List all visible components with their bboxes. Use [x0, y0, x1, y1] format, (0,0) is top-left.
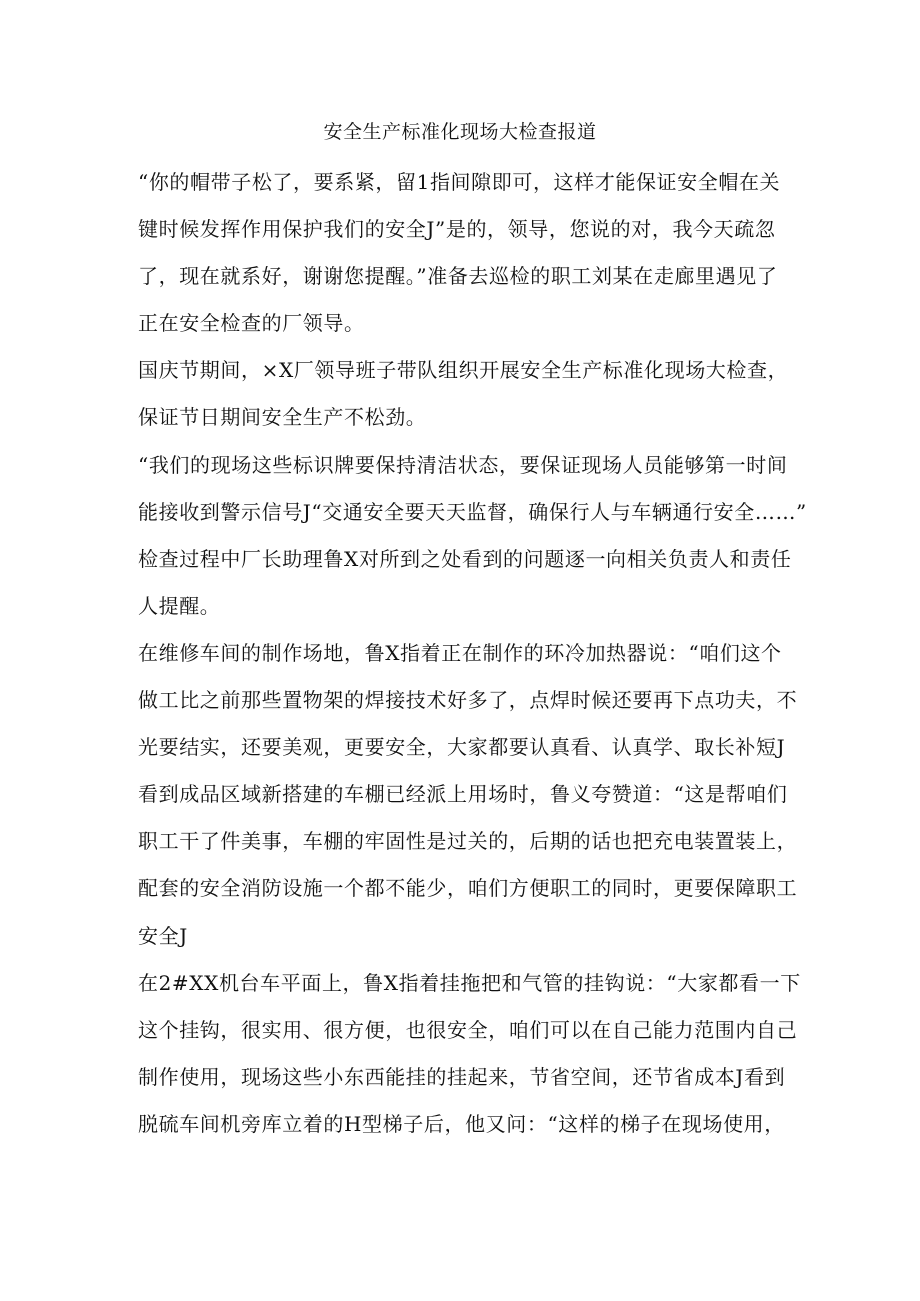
text-line: 制作使用，现场这些小东西能挂的挂起来，节省空间，还节省成本J看到: [138, 1064, 786, 1089]
text-line: 正在安全检查的厂领导。: [138, 311, 365, 336]
text-line: 人提醒。: [138, 593, 221, 618]
document-title: 安全生产标准化现场大检查报道: [323, 121, 597, 143]
text-line: 配套的安全消防设施一个都不能少，咱们方便职工的同时，更要保障职工: [138, 876, 798, 901]
text-line: 脱硫车间机旁库立着的H型梯子后，他又问：“这样的梯子在现场使用，: [138, 1111, 785, 1136]
text-line: 国庆节期间，×X厂领导班子带队组织开展安全生产标准化现场大检查，: [138, 358, 789, 383]
text-line: 这个挂钩，很实用、很方便，也很安全，咱们可以在自己能力范围内自己: [138, 1017, 798, 1042]
text-line: 了，现在就系好，谢谢您提醒。”准备去巡检的职工刘某在走廊里遇见了: [138, 264, 778, 289]
text-line: 职工干了件美事，车棚的牢固性是过关的，后期的话也把充电装置装上，: [138, 829, 798, 854]
text-line: 键时候发挥作用保护我们的安全J”是的，领导，您说的对，我今天疏忽: [138, 217, 776, 242]
text-line: 安全J: [138, 923, 188, 948]
text-line: 检查过程中厂长助理鲁X对所到之处看到的问题逐一向相关负责人和责任: [138, 546, 792, 571]
document-body: [138, 162, 807, 1151]
text-line: 光要结实，还要美观，更要安全，大家都要认真看、认真学、取长补短J: [138, 735, 786, 760]
text-line: 在维修车间的制作场地，鲁X指着正在制作的环冷加热器说：“咱们这个: [138, 640, 782, 665]
text-line: 能接收到警示信号J“交通安全要天天监督，确保行人与车辆通行安全……”: [138, 499, 807, 524]
text-line: “我们的现场这些标识牌要保持清洁状态，要保证现场人员能够第一时间: [138, 452, 788, 477]
text-line: 保证节日期间安全生产不松劲。: [138, 405, 427, 430]
text-line: 在2#XX机台车平面上，鲁X指着挂拖把和气管的挂钩说：“大家都看一下: [138, 970, 801, 995]
text-line: 看到成品区域新搭建的车棚已经派上用场时，鲁义夸赞道：“这是帮咱们: [138, 782, 788, 807]
text-line: 做工比之前那些置物架的焊接技术好多了，点焊时候还要再下点功夫，不: [138, 688, 798, 713]
text-line: “你的帽带子松了，要系紧，留1指间隙即可，这样才能保证安全帽在关: [138, 170, 781, 194]
